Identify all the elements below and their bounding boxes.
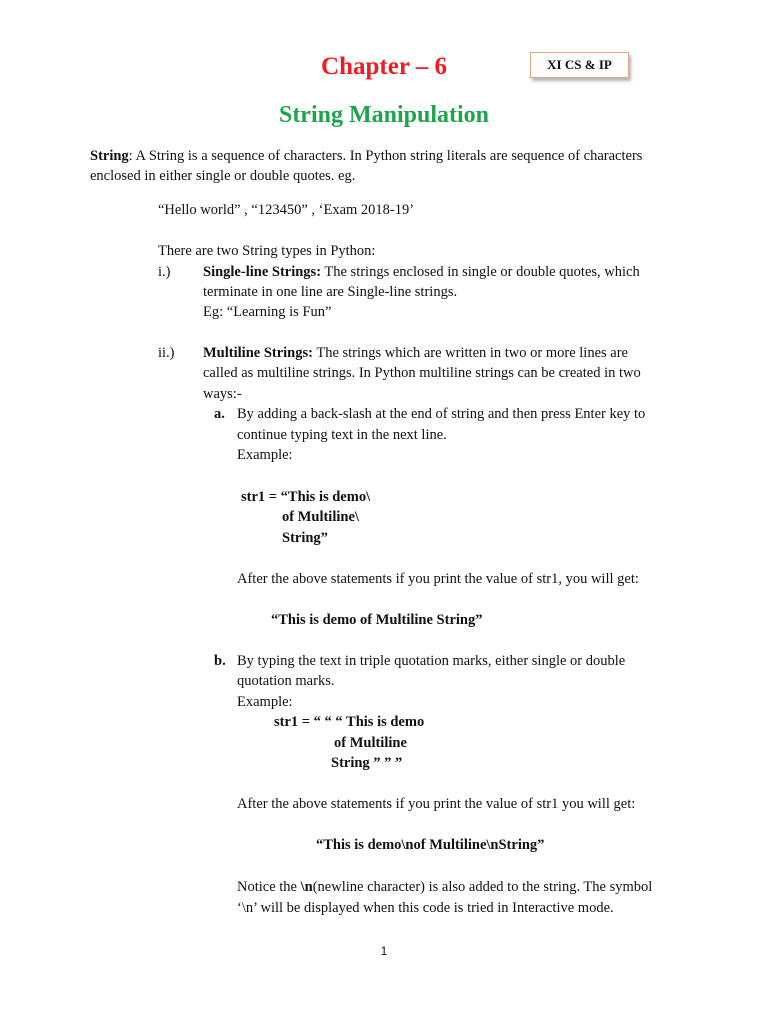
intro-text: : A String is a sequence of characters. In Python string literals are sequence of characters xyxy=(128,148,643,164)
type2-text: The strings which are written in two or more lines are xyxy=(312,345,628,361)
way-b-code-2: of Multiline xyxy=(334,735,407,751)
way-b-after: After the above statements if you print the value of str1 you will get: xyxy=(237,796,636,812)
way-a-line-2: continue typing text in the next line. xyxy=(237,427,447,443)
way-a-example-label: Example: xyxy=(237,447,293,463)
intro-line-1 xyxy=(90,146,642,167)
way-a-code-3: String” xyxy=(282,530,328,546)
chapter-heading: Chapter – 6 xyxy=(321,53,447,80)
class-badge: XI CS & IP xyxy=(530,52,629,78)
notice-line-2: ‘\n’ will be displayed when this code is tried in Interactive mode. xyxy=(237,900,614,916)
type1-example: Eg: “Learning is Fun” xyxy=(203,304,332,320)
types-intro: There are two String types in Python: xyxy=(158,243,376,259)
type1-line-2: terminate in one line are Single-line strings. xyxy=(203,284,458,300)
type1-number: i.) xyxy=(158,264,171,280)
type2-line-3: ways:- xyxy=(203,386,242,402)
way-a-after: After the above statements if you print the value of str1, you will get: xyxy=(237,571,639,587)
way-b-line-1: By typing the text in triple quotation marks, either single or double xyxy=(237,653,626,669)
type2-line-2: called as multiline strings. In Python multiline strings can be created in two xyxy=(203,365,641,381)
way-b-code-1: str1 = “ “ “ This is demo xyxy=(274,714,425,730)
type2-term: Multiline Strings: xyxy=(203,345,313,361)
type1-term: Single-line Strings: xyxy=(203,264,322,280)
way-b-line-2: quotation marks. xyxy=(237,673,335,689)
way-a-code-1: str1 = “This is demo\ xyxy=(241,489,371,505)
examples-line: “Hello world” , “123450” , ‘Exam 2018-19’ xyxy=(158,202,415,218)
way-b-example-label: Example: xyxy=(237,694,293,710)
page-number: 1 xyxy=(380,944,388,958)
page-title: String Manipulation xyxy=(278,102,490,128)
way-a-code-2: of Multiline\ xyxy=(282,509,359,525)
notice-line-1: Notice the \n(newline character) is also added to the string. The symbol xyxy=(237,879,653,895)
intro-line-2: enclosed in either single or double quotes. eg. xyxy=(90,168,356,184)
intro-term: String xyxy=(90,148,129,164)
type1-text: The strings enclosed in single or double quotes, which xyxy=(321,264,640,280)
type2-line-1 xyxy=(203,343,628,364)
way-b-letter: b. xyxy=(214,653,226,669)
way-a-letter: a. xyxy=(214,406,225,422)
way-b-output: “This is demo\nof Multiline\nString” xyxy=(316,837,545,853)
way-b-code-3: String ” ” ” xyxy=(331,755,403,771)
type1-line-1 xyxy=(203,262,640,283)
way-a-output: “This is demo of Multiline String” xyxy=(271,612,483,628)
type2-number: ii.) xyxy=(158,345,175,361)
way-a-line-1: By adding a back-slash at the end of string and then press Enter key to xyxy=(237,406,646,422)
